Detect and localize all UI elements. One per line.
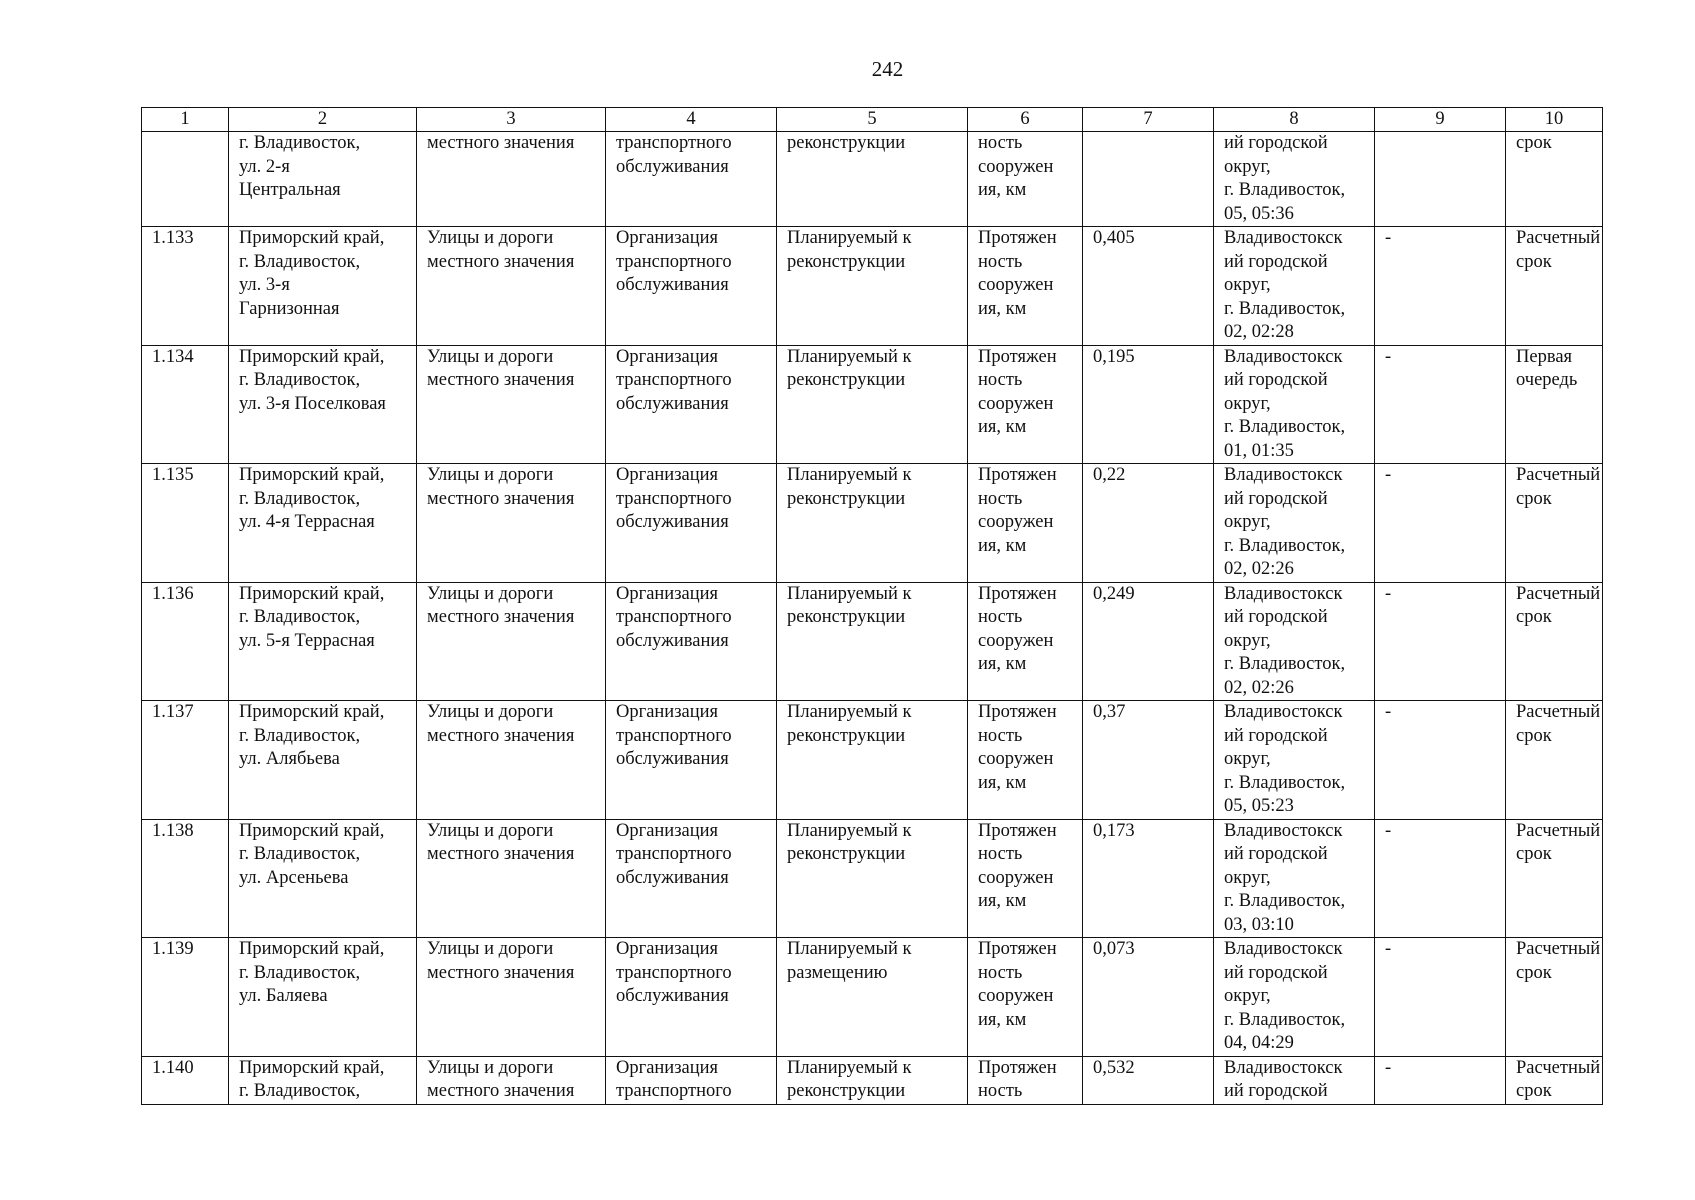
cell-location: Приморский край, г. Владивосток, ул. Арсеньева [229, 819, 417, 938]
column-header-3: 3 [417, 108, 606, 132]
cell-purpose: Организация транспортного обслуживания [606, 345, 777, 464]
cell-purpose: Организация транспортного обслуживания [606, 582, 777, 701]
column-header-4: 4 [606, 108, 777, 132]
planning-objects-table [141, 107, 1603, 1105]
cell-col9: - [1375, 819, 1506, 938]
cell-col9: - [1375, 938, 1506, 1057]
cell-location: Приморский край, г. Владивосток, [229, 1056, 417, 1104]
cell-category: Улицы и дороги местного значения [417, 227, 606, 346]
cell-object-number: 1.134 [142, 345, 229, 464]
cell-characteristic: ность сооружен ия, км [968, 132, 1083, 227]
column-header-8: 8 [1214, 108, 1375, 132]
cell-purpose: Организация транспортного обслуживания [606, 227, 777, 346]
cell-col9: - [1375, 227, 1506, 346]
table-row [142, 582, 1603, 701]
cell-col9: - [1375, 464, 1506, 583]
cell-value: 0,532 [1083, 1056, 1214, 1104]
cell-characteristic: Протяжен ность сооружен ия, км [968, 938, 1083, 1057]
column-header-10: 10 [1506, 108, 1603, 132]
cell-characteristic: Протяжен ность сооружен ия, км [968, 345, 1083, 464]
cell-term: Расчетный срок [1506, 819, 1603, 938]
cell-term: Расчетный срок [1506, 464, 1603, 583]
cell-characteristic: Протяжен ность сооружен ия, км [968, 464, 1083, 583]
cell-purpose: Организация транспортного [606, 1056, 777, 1104]
cell-col9: - [1375, 701, 1506, 820]
cell-zone: Владивостокск ий городской округ, г. Владивосток, 02, 02:26 [1214, 464, 1375, 583]
cell-purpose: Организация транспортного обслуживания [606, 464, 777, 583]
cell-category: Улицы и дороги местного значения [417, 582, 606, 701]
cell-category: Улицы и дороги местного значения [417, 819, 606, 938]
cell-object-number: 1.133 [142, 227, 229, 346]
cell-value: 0,195 [1083, 345, 1214, 464]
cell-status: реконструкции [777, 132, 968, 227]
table-row [142, 1056, 1603, 1104]
cell-characteristic: Протяжен ность [968, 1056, 1083, 1104]
cell-col9: - [1375, 345, 1506, 464]
cell-status: Планируемый к реконструкции [777, 464, 968, 583]
cell-object-number: 1.138 [142, 819, 229, 938]
column-header-1: 1 [142, 108, 229, 132]
table-row [142, 132, 1603, 227]
cell-object-number: 1.136 [142, 582, 229, 701]
cell-location: Приморский край, г. Владивосток, ул. Баляева [229, 938, 417, 1057]
cell-status: Планируемый к реконструкции [777, 582, 968, 701]
cell-status: Планируемый к размещению [777, 938, 968, 1057]
cell-location: Приморский край, г. Владивосток, ул. 3-я Гарнизонная [229, 227, 417, 346]
column-header-2: 2 [229, 108, 417, 132]
cell-location: Приморский край, г. Владивосток, ул. 3-я Поселковая [229, 345, 417, 464]
cell-col9 [1375, 132, 1506, 227]
column-header-7: 7 [1083, 108, 1214, 132]
table-row [142, 227, 1603, 346]
table-row [142, 819, 1603, 938]
column-header-5: 5 [777, 108, 968, 132]
cell-object-number: 1.139 [142, 938, 229, 1057]
cell-status: Планируемый к реконструкции [777, 227, 968, 346]
cell-purpose: Организация транспортного обслуживания [606, 938, 777, 1057]
cell-purpose: транспортного обслуживания [606, 132, 777, 227]
cell-characteristic: Протяжен ность сооружен ия, км [968, 582, 1083, 701]
cell-term: Расчетный срок [1506, 701, 1603, 820]
table-header [142, 108, 1603, 132]
cell-location: Приморский край, г. Владивосток, ул. 4-я Террасная [229, 464, 417, 583]
cell-term: Расчетный срок [1506, 227, 1603, 346]
cell-object-number: 1.137 [142, 701, 229, 820]
cell-value: 0,173 [1083, 819, 1214, 938]
cell-characteristic: Протяжен ность сооружен ия, км [968, 701, 1083, 820]
cell-zone: Владивостокск ий городской [1214, 1056, 1375, 1104]
column-header-9: 9 [1375, 108, 1506, 132]
cell-term: Расчетный срок [1506, 1056, 1603, 1104]
cell-category: Улицы и дороги местного значения [417, 1056, 606, 1104]
cell-zone: Владивостокск ий городской округ, г. Владивосток, 02, 02:26 [1214, 582, 1375, 701]
cell-location: г. Владивосток, ул. 2-я Центральная [229, 132, 417, 227]
page-number: 242 [871, 57, 904, 81]
cell-zone: Владивостокск ий городской округ, г. Владивосток, 01, 01:35 [1214, 345, 1375, 464]
cell-col9: - [1375, 582, 1506, 701]
cell-purpose: Организация транспортного обслуживания [606, 819, 777, 938]
table-row [142, 345, 1603, 464]
cell-term: Расчетный срок [1506, 582, 1603, 701]
cell-zone: Владивостокск ий городской округ, г. Владивосток, 02, 02:28 [1214, 227, 1375, 346]
cell-zone: ий городской округ, г. Владивосток, 05, 05:36 [1214, 132, 1375, 227]
cell-category: местного значения [417, 132, 606, 227]
cell-zone: Владивостокск ий городской округ, г. Владивосток, 04, 04:29 [1214, 938, 1375, 1057]
table-row [142, 938, 1603, 1057]
cell-zone: Владивостокск ий городской округ, г. Владивосток, 05, 05:23 [1214, 701, 1375, 820]
table-row [142, 701, 1603, 820]
cell-status: Планируемый к реконструкции [777, 819, 968, 938]
cell-object-number: 1.140 [142, 1056, 229, 1104]
table-row [142, 464, 1603, 583]
cell-purpose: Организация транспортного обслуживания [606, 701, 777, 820]
cell-zone: Владивостокск ий городской округ, г. Владивосток, 03, 03:10 [1214, 819, 1375, 938]
cell-category: Улицы и дороги местного значения [417, 464, 606, 583]
cell-term: срок [1506, 132, 1603, 227]
cell-value: 0,37 [1083, 701, 1214, 820]
cell-value: 0,073 [1083, 938, 1214, 1057]
cell-location: Приморский край, г. Владивосток, ул. 5-я Террасная [229, 582, 417, 701]
cell-value: 0,22 [1083, 464, 1214, 583]
cell-category: Улицы и дороги местного значения [417, 938, 606, 1057]
cell-value: 0,249 [1083, 582, 1214, 701]
cell-status: Планируемый к реконструкции [777, 701, 968, 820]
cell-value: 0,405 [1083, 227, 1214, 346]
cell-status: Планируемый к реконструкции [777, 345, 968, 464]
cell-value [1083, 132, 1214, 227]
cell-characteristic: Протяжен ность сооружен ия, км [968, 819, 1083, 938]
cell-category: Улицы и дороги местного значения [417, 701, 606, 820]
column-header-6: 6 [968, 108, 1083, 132]
table-body [142, 132, 1603, 1105]
cell-term: Первая очередь [1506, 345, 1603, 464]
cell-location: Приморский край, г. Владивосток, ул. Алябьева [229, 701, 417, 820]
cell-category: Улицы и дороги местного значения [417, 345, 606, 464]
column-number-row [142, 108, 1603, 132]
cell-term: Расчетный срок [1506, 938, 1603, 1057]
cell-col9: - [1375, 1056, 1506, 1104]
cell-object-number [142, 132, 229, 227]
cell-status: Планируемый к реконструкции [777, 1056, 968, 1104]
cell-object-number: 1.135 [142, 464, 229, 583]
cell-characteristic: Протяжен ность сооружен ия, км [968, 227, 1083, 346]
